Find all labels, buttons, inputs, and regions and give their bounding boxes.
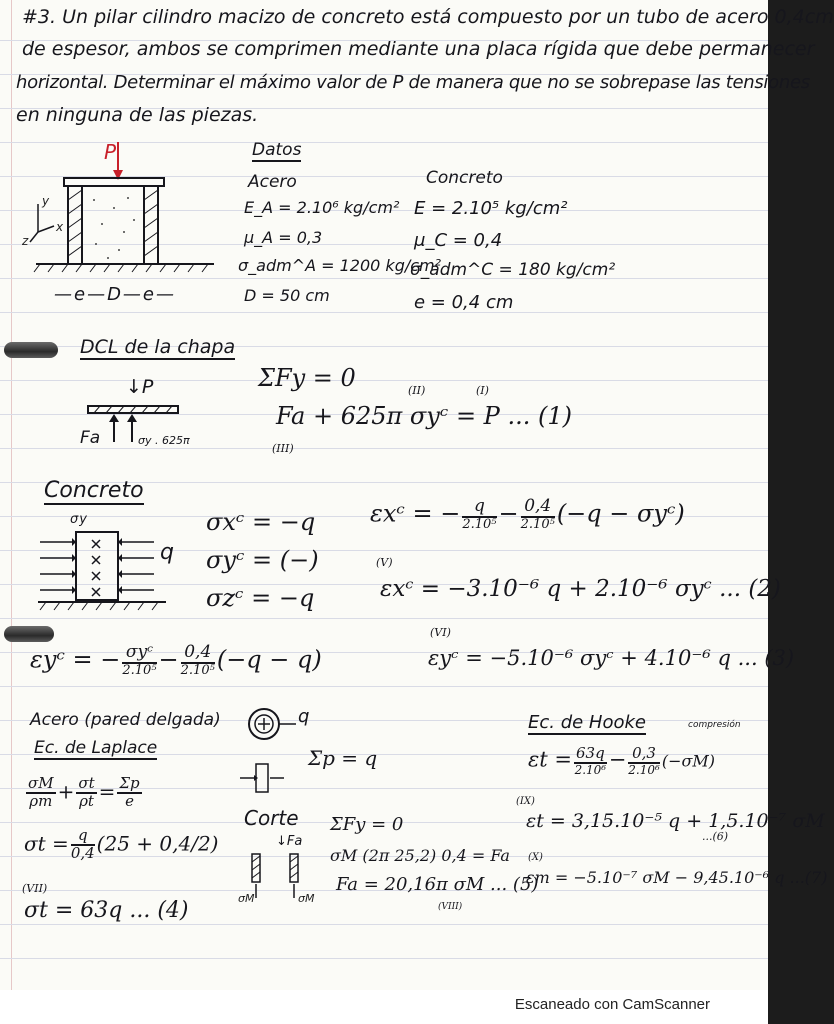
laplace-title: Ec. de Laplace — [34, 738, 158, 758]
epsilon-x-frac2-den: 2.10⁵ — [520, 516, 555, 532]
tag-III: (III) — [272, 442, 294, 455]
hooke-frac2-den: 2.10⁶ — [628, 762, 660, 777]
hooke-minus: − — [608, 747, 627, 772]
plate-fa-label: Fa — [80, 428, 101, 448]
ruled-line — [0, 278, 768, 279]
tag-X: (X) — [528, 852, 543, 863]
acero-title: Acero — [248, 172, 297, 192]
tag-6: ...(6) — [702, 830, 729, 843]
concreto-title: Concreto — [44, 478, 144, 503]
hooke-frac2-num: 0,3 — [628, 746, 660, 764]
epsilon-y-tail: (−q − q) — [216, 645, 322, 674]
laplace-frac2-den: ρt — [79, 791, 94, 810]
tag-II: (II) — [408, 384, 426, 397]
epsilon-y-minus: − — [158, 645, 179, 674]
laplace-equation — [24, 776, 144, 810]
binder-ring — [4, 626, 54, 642]
hooke-epsilon-t: εt = 3,15.10⁻⁵ q + 1,5.10⁻⁷ σM — [526, 810, 825, 832]
ring-diagram — [246, 706, 306, 746]
hooke-lhs: εt = — [528, 747, 572, 772]
dcl-title: DCL de la chapa — [80, 336, 236, 358]
corte-sum-fy: ΣFy = 0 — [330, 814, 404, 835]
ring-q-label: q — [298, 706, 310, 727]
hooke-frac1-den: 2.10⁶ — [574, 762, 607, 777]
epsilon-y-lhs: εyᶜ = − — [30, 645, 121, 674]
laplace-equals: = — [98, 779, 116, 804]
epsilon-x-concreto — [370, 498, 685, 531]
dcl-load: ↓P — [126, 376, 154, 398]
concreto-stress-adm: σ_adm^C = 180 kg/cm² — [410, 260, 616, 280]
sigma-y-concreto: σyᶜ = (−) — [206, 546, 319, 574]
corte-equation-3: Fa = 20,16π σM ... (5) — [336, 874, 539, 895]
corte-fa-label: ↓Fa — [276, 834, 303, 849]
axis-y-label: y — [42, 194, 50, 208]
problem-line-1: #3. Un pilar cilindro macizo de concreto está compuesto por un tubo de acero 0,4cm — [22, 6, 834, 28]
acero-section-title: Acero (pared delgada) — [30, 710, 221, 730]
sigma-t-result: σt = 63q ... (4) — [24, 898, 189, 923]
laplace-frac1-den: ρm — [29, 791, 53, 810]
sigma-x-concreto: σxᶜ = −q — [206, 508, 316, 536]
epsilon-x-frac1-num: q — [462, 498, 496, 518]
concreto-top-label: σy — [70, 512, 88, 527]
acero-poisson: μ_A = 0,3 — [244, 228, 323, 247]
tag-VII: (VII) — [22, 882, 48, 895]
dcl-sum-fy: ΣFy = 0 — [258, 364, 356, 392]
sum-p-equation: Σp = q — [308, 746, 378, 770]
sigma-t-frac-den: 0,4 — [70, 843, 95, 862]
epsilon-x-tail: (−q − σyᶜ) — [556, 499, 685, 528]
camscanner-watermark: Escaneado con CamScanner — [514, 996, 710, 1013]
corte-title: Corte — [244, 806, 299, 830]
corte-sm-right: σM — [298, 892, 315, 905]
datos-title: Datos — [252, 140, 302, 160]
dimension-labels: —e—D—e— — [54, 284, 177, 305]
binder-ring — [4, 342, 58, 358]
hooke-equation — [528, 746, 715, 776]
concreto-modulus: E = 2.10⁵ kg/cm² — [414, 198, 568, 219]
epsilon-y-frac1-num: σyᶜ — [122, 644, 156, 664]
hooke-tail: (−σM) — [661, 751, 716, 771]
ruled-line — [0, 686, 768, 687]
pillar-figure — [24, 140, 224, 260]
sigma-t-frac-num: q — [71, 828, 95, 846]
problem-line-3: horizontal. Determinar el máximo valor de P de manera que no se sobrepase las tensiones — [16, 72, 810, 93]
problem-line-4: en ninguna de las piezas. — [16, 104, 259, 126]
epsilon-y-frac2-num: 0,4 — [181, 644, 215, 664]
hooke-epsilon-m: εm = −5.10⁻⁷ σM − 9,45.10⁻⁶ q ...(7) — [526, 868, 828, 887]
corte-sm-left: σM — [238, 892, 255, 905]
sigma-t-lhs: σt = — [24, 831, 69, 856]
acero-modulus: E_A = 2.10⁶ kg/cm² — [244, 198, 400, 217]
epsilon-x-minus: − — [498, 499, 519, 528]
laplace-rhs-num: Σp — [119, 774, 140, 792]
hooke-title: Ec. de Hooke — [528, 712, 646, 733]
margin-line — [11, 0, 12, 990]
epsilon-x-result: εxᶜ = −3.10⁻⁶ q + 2.10⁻⁶ σyᶜ ... (2) — [380, 576, 781, 602]
tag-VI: (VI) — [430, 626, 451, 639]
epsilon-x-frac1-den: 2.10⁵ — [462, 516, 497, 532]
wall-element-diagram — [238, 760, 288, 800]
epsilon-y-result: εyᶜ = −5.10⁻⁶ σyᶜ + 4.10⁻⁶ q ... (3) — [428, 646, 795, 670]
laplace-frac1-num: σM — [28, 774, 54, 792]
axis-z-label: z — [22, 234, 29, 248]
concreto-q-label: q — [160, 540, 174, 565]
tag-V: (V) — [376, 556, 393, 569]
acero-diameter: D = 50 cm — [244, 286, 330, 305]
epsilon-y-frac2-den: 2.10⁵ — [180, 662, 215, 678]
acero-stress-adm: σ_adm^A = 1200 kg/cm² — [238, 256, 442, 275]
tag-IX: (IX) — [516, 796, 535, 807]
sigma-t-equation — [24, 828, 218, 862]
ruled-line — [0, 924, 768, 925]
dcl-equation-1: Fa + 625π σyᶜ = P ... (1) — [276, 402, 572, 430]
ruled-line — [0, 380, 768, 381]
corte-equation-2: σM (2π 25,2) 0,4 = Fa — [330, 846, 510, 865]
concreto-poisson: μ_C = 0,4 — [414, 230, 503, 251]
plate-sy-label: σy . 625π — [138, 434, 190, 447]
ruled-line — [0, 312, 768, 313]
concreto-data-title: Concreto — [426, 168, 503, 188]
hooke-note: compresión — [688, 720, 741, 730]
laplace-frac2-num: σt — [78, 774, 95, 792]
epsilon-y-frac1-den: 2.10⁵ — [122, 662, 157, 678]
concreto-thickness: e = 0,4 cm — [414, 292, 514, 313]
laplace-plus: + — [57, 779, 75, 804]
ruled-line — [0, 958, 768, 959]
ruled-line — [0, 618, 768, 619]
tag-I: (I) — [476, 384, 489, 397]
problem-line-2: de espesor, ambos se comprimen mediante una placa rígida que debe permanecer — [22, 38, 815, 60]
sigma-t-tail: (25 + 0,4/2) — [96, 831, 219, 856]
sigma-z-concreto: σzᶜ = −q — [206, 584, 315, 612]
tag-VIII: (VIII) — [438, 902, 463, 912]
epsilon-x-frac2-num: 0,4 — [521, 498, 555, 518]
axis-x-label: x — [56, 220, 64, 234]
laplace-rhs-den: e — [125, 791, 134, 810]
epsilon-y-concreto — [30, 644, 322, 677]
load-p-label: P — [104, 140, 117, 164]
hooke-frac1-num: 63q — [575, 744, 605, 762]
epsilon-x-lhs: εxᶜ = − — [370, 499, 461, 528]
